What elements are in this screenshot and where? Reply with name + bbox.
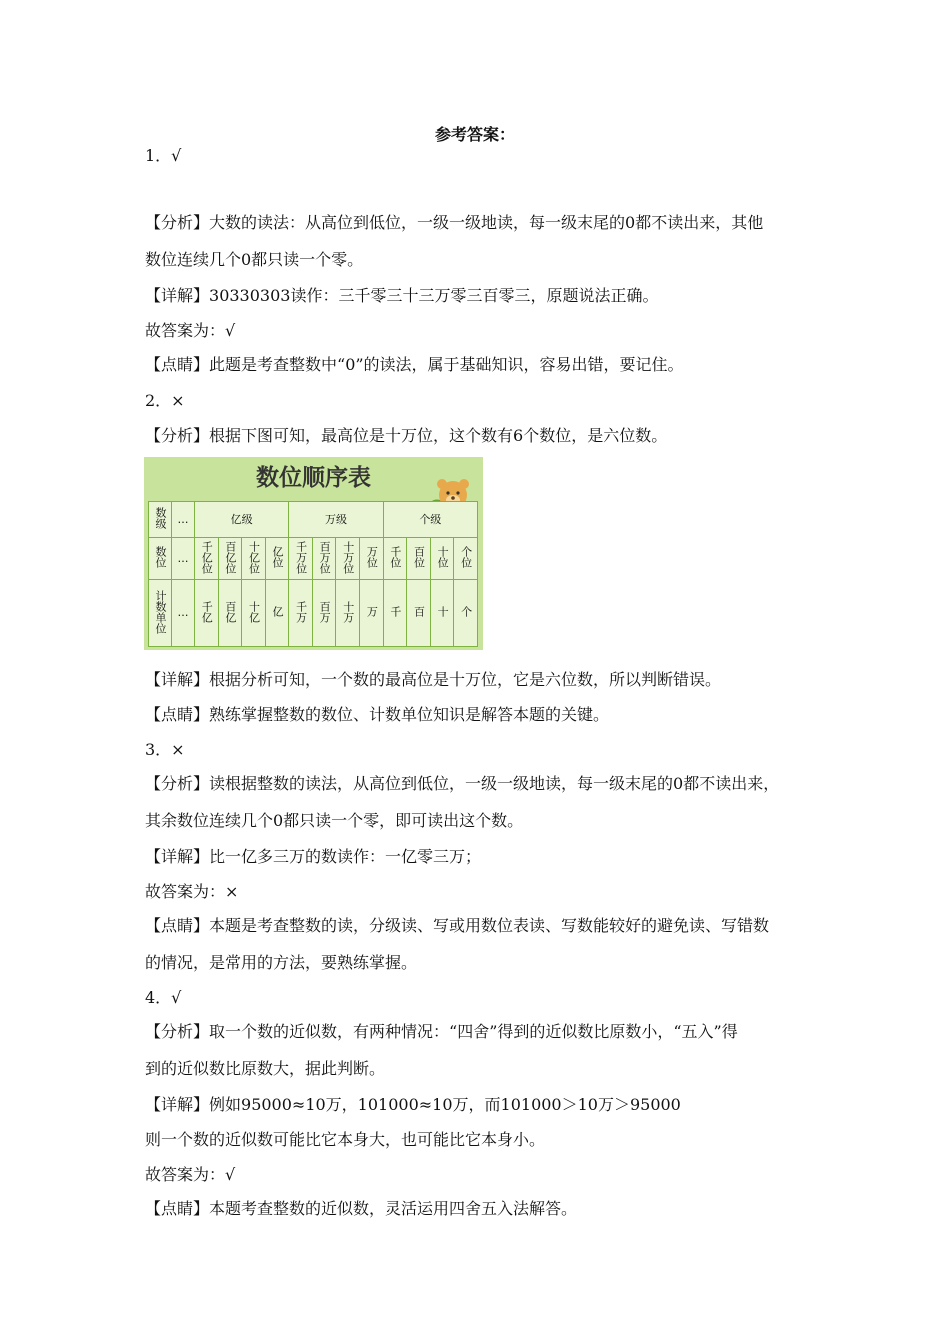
q4-analysis-line1 — [145, 1022, 738, 1042]
q2-detail — [145, 670, 721, 690]
q3-tip-text: 本题是考查整数的读，分级读、写或用数位表读、写数能较好的避免读、写错数 — [209, 916, 770, 935]
q3-detail-text: 比一亿多三万的数读作：一亿零三万； — [209, 847, 482, 866]
q3-number: 3．× — [145, 740, 185, 759]
detail-tag: 【详解】 — [145, 670, 210, 689]
q1-detail-text: 30330303读作：三千零三十三万零三百零三，原题说法正确。 — [209, 286, 659, 305]
unit-cell: 百亿 — [218, 580, 242, 647]
place-cell: 个位 — [454, 538, 478, 580]
q3-tip-line2: 的情况，是常用的方法，要熟练掌握。 — [145, 953, 418, 972]
ellipsis-cell: … — [172, 580, 195, 647]
row-label-unit: 计数单位 — [149, 580, 172, 647]
tip-tag: 【点睛】 — [145, 705, 210, 724]
tip-tag: 【点睛】 — [145, 355, 210, 374]
place-cell: 亿位 — [265, 538, 289, 580]
level-wan: 万级 — [289, 502, 383, 538]
unit-cell: 百万 — [312, 580, 336, 647]
q1-tip-text: 此题是考查整数中“0”的读法，属于基础知识，容易出错，要记住。 — [209, 355, 684, 374]
place-cell: 十位 — [430, 538, 454, 580]
row-label-level: 数级 — [149, 502, 172, 538]
q4-tip — [145, 1199, 577, 1219]
q3-answer: 故答案为：× — [145, 882, 239, 901]
place-cell: 百亿位 — [218, 538, 242, 580]
detail-tag: 【详解】 — [145, 286, 210, 305]
q3-analysis-text: 读根据整数的读法，从高位到低位，一级一级地读，每一级末尾的0都不读出来， — [209, 774, 780, 793]
q4-analysis-line2: 到的近似数比原数大，据此判断。 — [145, 1059, 386, 1078]
q4-analysis-text: 取一个数的近似数，有两种情况：“四舍”得到的近似数比原数小，“五入”得 — [209, 1022, 738, 1041]
place-value-table — [148, 501, 478, 647]
q3-tip-line1 — [145, 916, 769, 936]
q4-answer: 故答案为：√ — [145, 1165, 236, 1184]
ellipsis-cell: … — [172, 502, 195, 538]
q4-detail-line2: 则一个数的近似数可能比它本身大，也可能比它本身小。 — [145, 1130, 546, 1149]
q2-analysis — [145, 426, 667, 446]
place-cell: 千万位 — [289, 538, 313, 580]
q2-tip-text: 熟练掌握整数的数位、计数单位知识是解答本题的关键。 — [209, 705, 610, 724]
place-cell: 万位 — [360, 538, 384, 580]
place-cell: 千位 — [383, 538, 407, 580]
detail-tag: 【详解】 — [145, 847, 210, 866]
place-cell: 千亿位 — [195, 538, 219, 580]
q3-analysis-line2: 其余数位连续几个0都只读一个零，即可读出这个数。 — [145, 811, 524, 830]
unit-cell: 千亿 — [195, 580, 219, 647]
q4-detail-text: 例如95000≈10万，101000≈10万，而101000＞10万＞95000 — [209, 1095, 681, 1114]
q1-analysis-line1 — [145, 213, 763, 233]
q1-analysis-line2: 数位连续几个0都只读一个零。 — [145, 250, 364, 269]
q2-tip — [145, 705, 609, 725]
unit-cell: 十 — [430, 580, 454, 647]
q1-analysis-text: 大数的读法：从高位到低位，一级一级地读，每一级末尾的0都不读出来，其他 — [209, 213, 764, 232]
page-title: 参考答案： — [434, 125, 515, 144]
q3-analysis-line1 — [145, 774, 779, 794]
analysis-tag: 【分析】 — [145, 213, 210, 232]
q1-tip — [145, 355, 684, 375]
q2-number: 2．× — [145, 391, 185, 410]
unit-cell: 个 — [454, 580, 478, 647]
q2-analysis-text: 根据下图可知，最高位是十万位，这个数有6个数位，是六位数。 — [209, 426, 668, 445]
q4-number: 4．√ — [145, 988, 182, 1007]
q1-detail — [145, 286, 658, 306]
unit-cell: 百 — [407, 580, 431, 647]
place-cell: 百万位 — [312, 538, 336, 580]
level-yi: 亿级 — [195, 502, 289, 538]
analysis-tag: 【分析】 — [145, 1022, 210, 1041]
analysis-tag: 【分析】 — [145, 426, 210, 445]
place-cell: 十万位 — [336, 538, 360, 580]
q1-answer: 故答案为：√ — [145, 321, 236, 340]
figure-title: 数位顺序表 — [256, 465, 371, 491]
unit-cell: 十亿 — [242, 580, 266, 647]
analysis-tag: 【分析】 — [145, 774, 210, 793]
place-cell: 百位 — [407, 538, 431, 580]
unit-cell: 十万 — [336, 580, 360, 647]
row-label-place: 数位 — [149, 538, 172, 580]
q3-detail — [145, 847, 481, 867]
tip-tag: 【点睛】 — [145, 1199, 210, 1218]
unit-cell: 千 — [383, 580, 407, 647]
q4-detail-line1 — [145, 1095, 681, 1115]
q2-detail-text: 根据分析可知，一个数的最高位是十万位，它是六位数，所以判断错误。 — [209, 670, 722, 689]
ellipsis-cell: … — [172, 538, 195, 580]
unit-cell: 千万 — [289, 580, 313, 647]
place-cell: 十亿位 — [242, 538, 266, 580]
level-ge: 个级 — [383, 502, 477, 538]
unit-cell: 亿 — [265, 580, 289, 647]
unit-cell: 万 — [360, 580, 384, 647]
place-value-chart-figure — [144, 457, 483, 650]
tip-tag: 【点睛】 — [145, 916, 210, 935]
detail-tag: 【详解】 — [145, 1095, 210, 1114]
q4-tip-text: 本题考查整数的近似数，灵活运用四舍五入法解答。 — [209, 1199, 578, 1218]
q1-number: 1．√ — [145, 146, 182, 165]
